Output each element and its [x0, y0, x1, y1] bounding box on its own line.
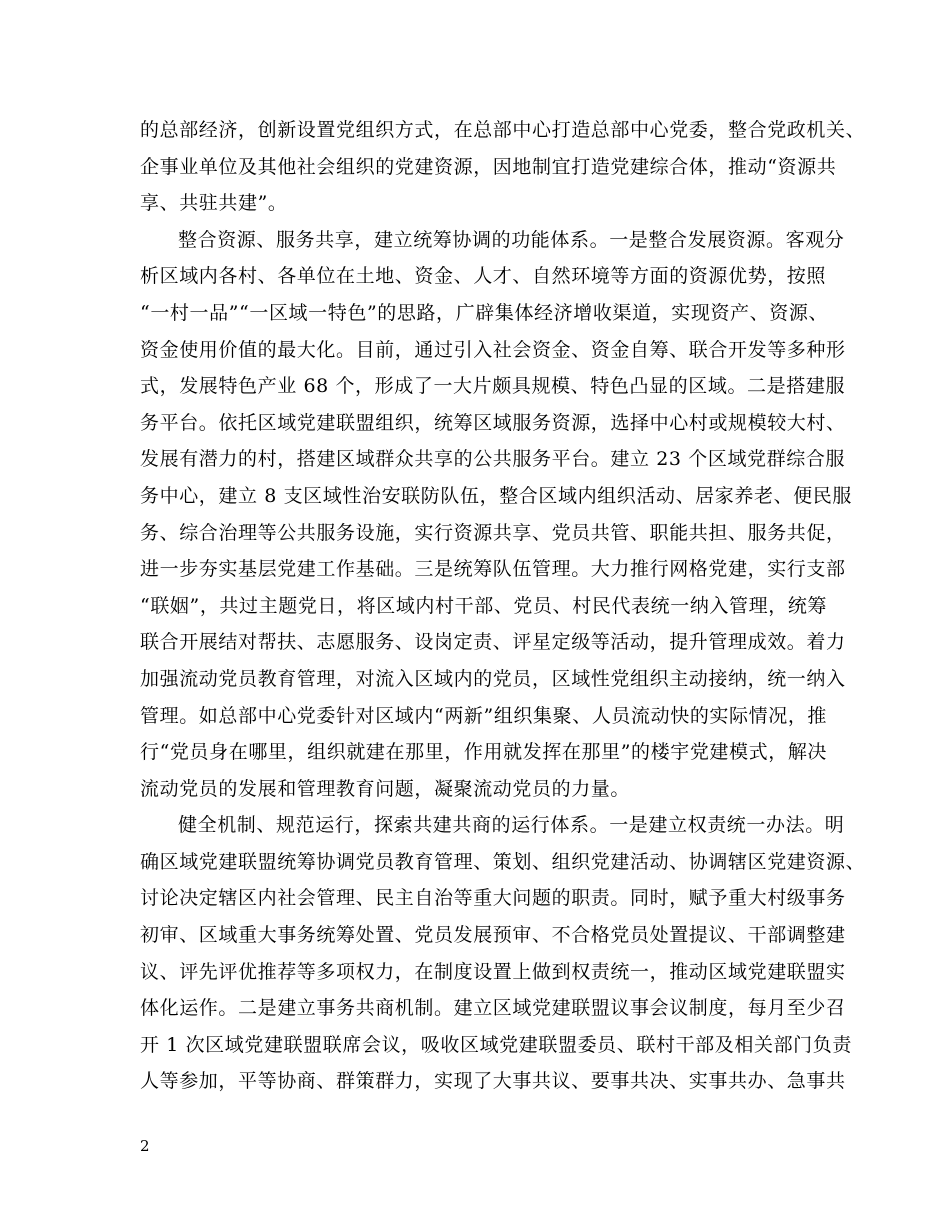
- paragraph-first-line: 整合资源、服务共享，建立统筹协调的功能体系。一是整合发展资源。客观分: [178, 228, 845, 251]
- body-text: [140, 112, 866, 1100]
- text-line: 进一步夯实基层党建工作基础。三是统筹队伍管理。大力推行网格党建，实行支部: [140, 558, 846, 581]
- text-line: 务、综合治理等公共服务设施，实行资源共享、党员共管、职能共担、服务共促，: [140, 521, 846, 544]
- text-line: 行“党员身在哪里，组织就建在那里，作用就发挥在那里”的楼宇党建模式，解决: [140, 741, 828, 764]
- text-line: 企事业单位及其他社会组织的党建资源，因地制宜打造党建综合体，推动“资源共: [140, 155, 837, 178]
- text-line: 议、评先评优推荐等多项权力，在制度设置上做到权责统一，推动区域党建联盟实: [140, 960, 846, 983]
- text-line: 管理。如总部中心党委针对区域内“两新”组织集聚、人员流动快的实际情况，推: [140, 704, 828, 727]
- text-line: 析区域内各村、各单位在土地、资金、人才、自然环境等方面的资源优势，按照: [140, 265, 827, 288]
- text-line: 务中心，建立 8 支区域性治安联防队伍，整合区域内组织活动、居家养老、便民服: [140, 484, 852, 507]
- text-line: 确区域党建联盟统筹协调党员教育管理、策划、组织党建活动、协调辖区党建资源、: [140, 850, 866, 873]
- text-line: 的总部经济，创新设置党组织方式，在总部中心打造总部中心党委，整合党政机关、: [140, 119, 866, 141]
- text-line: 体化运作。二是建立事务共商机制。建立区域党建联盟议事会议制度，每月至少召: [140, 997, 846, 1020]
- text-line: 讨论决定辖区内社会管理、民主自治等重大问题的职责。同时，赋予重大村级事务: [140, 887, 846, 910]
- text-line: “一村一品”“一区域一特色”的思路，广辟集体经济增收渠道，实现资产、资源、: [140, 301, 829, 324]
- text-line: 务平台。依托区域党建联盟组织，统筹区域服务资源，选择中心村或规模较大村、: [140, 411, 846, 434]
- paragraph-first-line: 健全机制、规范运行，探索共建共商的运行体系。一是建立权责统一办法。明: [178, 814, 845, 837]
- text-line: 人等参加，平等协商、群策群力，实现了大事共议、要事共决、实事共办、急事共: [140, 1070, 846, 1093]
- text-line: 开 1 次区域党建联盟联席会议，吸收区域党建联盟委员、联村干部及相关部门负责: [140, 1033, 852, 1056]
- text-line: “联姻”，共过主题党日，将区域内村干部、党员、村民代表统一纳入管理，统筹: [140, 594, 828, 617]
- text-line: 式，发展特色产业 68 个，形成了一大片颇具规模、特色凸显的区域。二是搭建服: [140, 375, 846, 398]
- text-line: 发展有潜力的村，搭建区域群众共享的公共服务平台。建立 23 个区域党群综合服: [140, 448, 846, 471]
- text-line: 加强流动党员教育管理，对流入区域内的党员，区域性党组织主动接纳，统一纳入: [140, 667, 846, 690]
- text-line: 联合开展结对帮扶、志愿服务、设岗定责、评星定级等活动，提升管理成效。着力: [140, 631, 846, 654]
- text-line: 初审、区域重大事务统筹处置、党员发展预审、不合格党员处置提议、干部调整建: [140, 924, 846, 947]
- text-line: 享、共驻共建”。: [140, 192, 288, 215]
- page-number: 2: [140, 1137, 150, 1155]
- text-line: 流动党员的发展和管理教育问题，凝聚流动党员的力量。: [140, 777, 631, 800]
- text-line: 资金使用价值的最大化。目前，通过引入社会资金、资金自筹、联合开发等多种形: [140, 338, 846, 361]
